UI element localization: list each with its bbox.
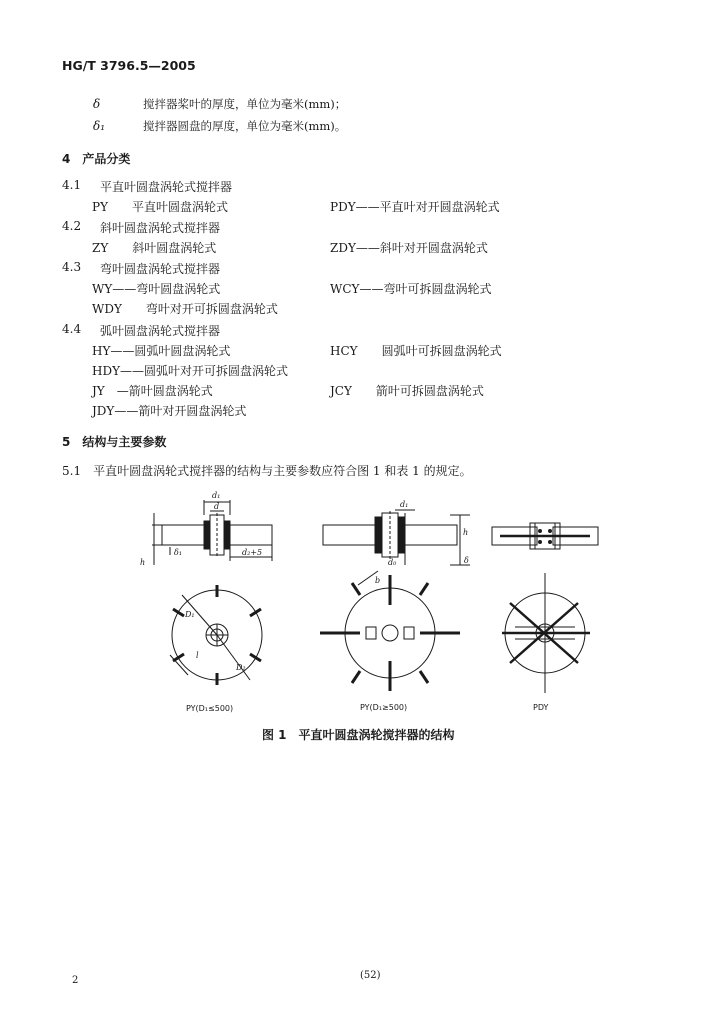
label-delta1: δ₁ bbox=[174, 548, 183, 557]
label-h-left: h bbox=[140, 558, 146, 567]
label-d2-plus-5: d₂+5 bbox=[242, 548, 263, 557]
label-d1-mid: d₁ bbox=[400, 500, 409, 509]
entry-pdy: PDY——平直叶对开圆盘涡轮式 bbox=[330, 200, 500, 214]
symbol-delta1-desc: 搅拌器圆盘的厚度，单位为毫米(mm)。 bbox=[143, 119, 347, 133]
symbol-delta1: δ₁ bbox=[93, 119, 106, 133]
figure-1-drawings bbox=[130, 485, 610, 715]
subsection-4-2-title: 斜叶圆盘涡轮式搅拌器 bbox=[100, 221, 221, 235]
symbol-delta: δ bbox=[93, 97, 101, 111]
py-small-top-view bbox=[170, 585, 262, 685]
label-b: b bbox=[375, 576, 381, 585]
entry-wcy: WCY——弯叶可拆圆盘涡轮式 bbox=[330, 282, 492, 296]
label-D1: D₁ bbox=[185, 610, 195, 619]
entry-jcy: JCY 箭叶可拆圆盘涡轮式 bbox=[330, 384, 484, 398]
label-d1: d₁ bbox=[212, 491, 221, 500]
entry-zy: ZY 斜叶圆盘涡轮式 bbox=[92, 241, 217, 255]
subsection-4-4-num: 4.4 bbox=[62, 322, 82, 336]
label-D2: D₂ bbox=[236, 663, 246, 672]
entry-zdy: ZDY——斜叶对开圆盘涡轮式 bbox=[330, 241, 488, 255]
entry-jdy: JDY——箭叶对开圆盘涡轮式 bbox=[92, 404, 247, 418]
figure-1-caption: 图 1 平直叶圆盘涡轮搅拌器的结构 bbox=[262, 728, 455, 742]
subsection-4-1-title: 平直叶圆盘涡轮式搅拌器 bbox=[100, 180, 233, 194]
subsection-4-4-title: 弧叶圆盘涡轮式搅拌器 bbox=[100, 324, 221, 338]
label-d: d bbox=[214, 502, 220, 511]
page-index: (52) bbox=[360, 970, 381, 981]
sublabel-py-small: PY(D₁≤500) bbox=[186, 704, 234, 713]
sublabel-pdy: PDY bbox=[533, 703, 549, 712]
label-h-mid: h bbox=[463, 528, 469, 537]
entry-wdy: WDY 弯叶对开可拆圆盘涡轮式 bbox=[92, 302, 278, 316]
label-l: l bbox=[196, 651, 199, 660]
page-number: 2 bbox=[72, 975, 79, 986]
pdy-top-view bbox=[502, 573, 590, 693]
sublabel-py-large: PY(D₁≥500) bbox=[360, 703, 408, 712]
entry-hcy: HCY 圆弧叶可拆圆盘涡轮式 bbox=[330, 344, 502, 358]
entry-jy: JY —箭叶圆盘涡轮式 bbox=[92, 384, 213, 398]
entry-hdy: HDY——圆弧叶对开可拆圆盘涡轮式 bbox=[92, 364, 289, 378]
section-5-title: 5 结构与主要参数 bbox=[62, 435, 167, 449]
py-large-side-view bbox=[323, 510, 470, 565]
section-5-1-paragraph: 5.1 平直叶圆盘涡轮式搅拌器的结构与主要参数应符合图 1 和表 1 的规定。 bbox=[62, 464, 472, 478]
subsection-4-2-num: 4.2 bbox=[62, 219, 82, 233]
standard-header: HG/T 3796.5—2005 bbox=[62, 58, 196, 73]
entry-wy: WY——弯叶圆盘涡轮式 bbox=[92, 282, 221, 296]
entry-hy: HY——圆弧叶圆盘涡轮式 bbox=[92, 344, 231, 358]
pdy-side-view bbox=[492, 523, 598, 549]
label-d0: d₀ bbox=[388, 558, 397, 567]
py-large-top-view bbox=[320, 571, 460, 691]
label-delta: δ bbox=[464, 556, 469, 565]
section-4-title: 4 产品分类 bbox=[62, 152, 131, 166]
entry-py: PY 平直叶圆盘涡轮式 bbox=[92, 200, 228, 214]
symbol-delta-desc: 搅拌器桨叶的厚度，单位为毫米(mm)； bbox=[143, 97, 347, 111]
subsection-4-3-title: 弯叶圆盘涡轮式搅拌器 bbox=[100, 262, 221, 276]
subsection-4-1-num: 4.1 bbox=[62, 178, 82, 192]
subsection-4-3-num: 4.3 bbox=[62, 260, 82, 274]
